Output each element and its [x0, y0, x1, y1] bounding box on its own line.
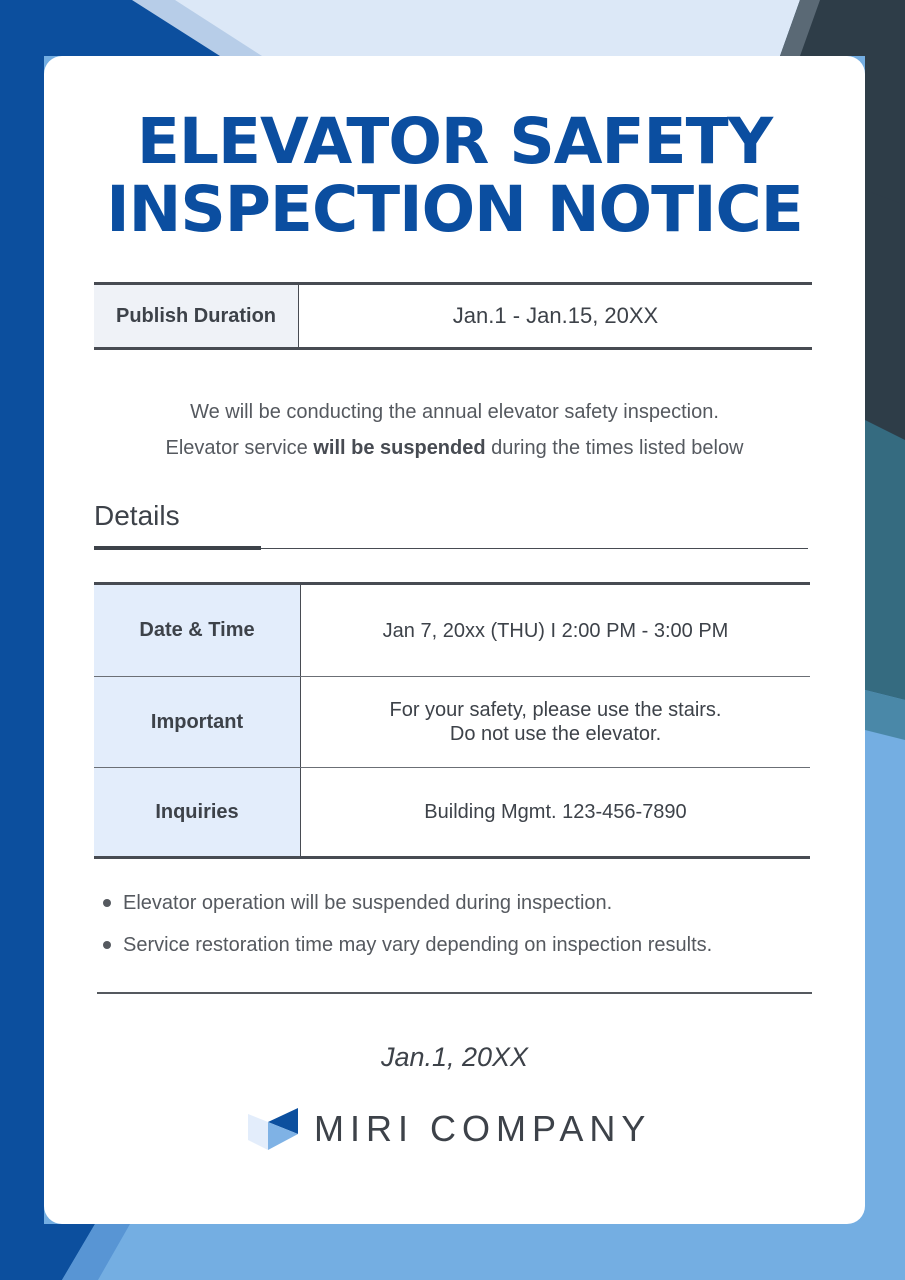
- title-line-1: ELEVATOR SAFETY: [136, 105, 773, 178]
- notes-list: [100, 886, 712, 970]
- details-heading: Details: [94, 500, 180, 531]
- intro-line-1: We will be conducting the annual elevator safety inspection.: [190, 401, 719, 423]
- list-item-text: Service restoration time may vary depending on inspection results.: [123, 934, 713, 956]
- row-label: Date & Time: [94, 585, 301, 676]
- list-item: [100, 886, 712, 928]
- list-item-text: Elevator operation will be suspended during inspection.: [123, 892, 613, 914]
- row-value: [301, 585, 810, 676]
- notice-card: [44, 56, 865, 1224]
- row-value: [301, 677, 810, 767]
- details-accent-bar: [94, 546, 261, 550]
- row-value-line: Jan 7, 20xx (THU) I 2:00 PM - 3:00 PM: [382, 619, 729, 642]
- row-label: Inquiries: [94, 768, 301, 856]
- footer-divider: [97, 992, 812, 994]
- row-value-line: For your safety, please use the stairs.: [389, 699, 722, 721]
- bullet-icon: [103, 899, 111, 907]
- title-line-2: INSPECTION NOTICE: [106, 173, 803, 246]
- list-item: [100, 928, 712, 970]
- table-row: [94, 768, 810, 856]
- publish-duration-table: [94, 282, 812, 350]
- row-value-line: Building Mgmt. 123-456-7890: [424, 801, 687, 823]
- row-label: Important: [94, 677, 301, 767]
- intro-line-2-end: during the times listed below: [485, 437, 744, 459]
- company-brand: [246, 1106, 651, 1152]
- intro-emphasis: will be suspended: [313, 437, 486, 459]
- row-value-line: Do not use the elevator.: [449, 723, 662, 745]
- intro-text: [44, 394, 865, 466]
- publish-duration-label: Publish Duration: [94, 285, 299, 347]
- publish-duration-value: Jan.1 - Jan.15, 20XX: [452, 303, 659, 328]
- intro-line-2-start: Elevator service: [165, 437, 314, 459]
- notice-title: [44, 105, 865, 246]
- row-value: [301, 768, 810, 856]
- table-row: [94, 585, 810, 677]
- notice-date: Jan.1, 20XX: [380, 1042, 529, 1072]
- folded-cube-logo-icon: [246, 1106, 298, 1152]
- details-table: [94, 582, 810, 859]
- table-row: [94, 677, 810, 768]
- bullet-icon: [103, 941, 111, 949]
- intro-line-2: [44, 430, 865, 466]
- company-name: MIRI COMPANY: [314, 1108, 652, 1149]
